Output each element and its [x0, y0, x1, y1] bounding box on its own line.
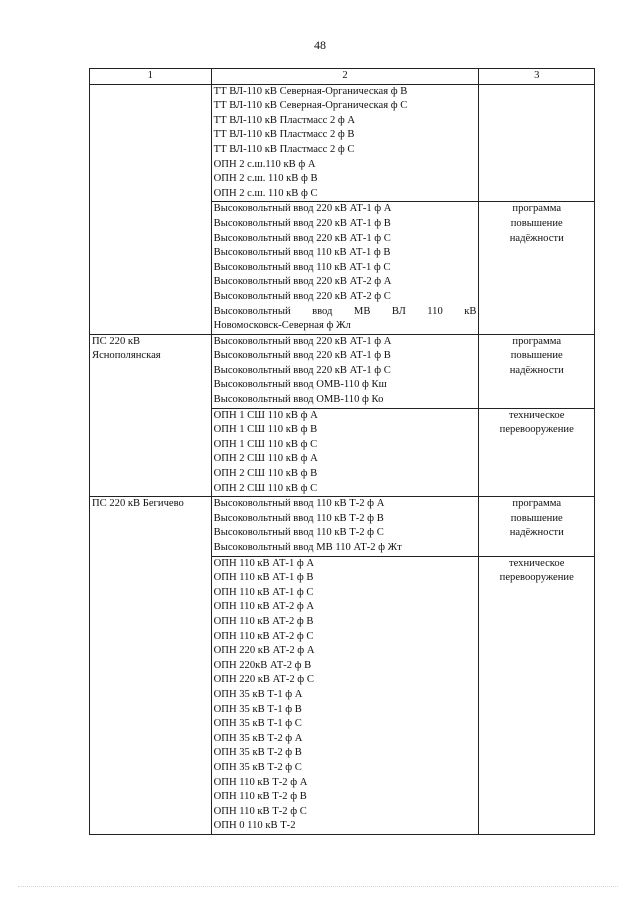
equipment-item: ОПН 1 СШ 110 кВ ф В [213, 424, 318, 436]
program-text: техническое [508, 557, 565, 569]
equipment-item: ТТ ВЛ-110 кВ Северная-Органическая ф С [213, 100, 408, 112]
program-text: перевооружение [499, 424, 574, 436]
equipment-item: ОПН 2 СШ 110 кВ ф В [213, 468, 318, 480]
page-number: 48 [314, 38, 326, 52]
program-text: надёжности [509, 527, 564, 539]
substation-cell [90, 84, 212, 334]
program-cell [479, 556, 595, 834]
equipment-item-justified [214, 305, 477, 320]
equipment-item: ОПН 35 кВ Т-1 ф С [213, 718, 302, 730]
equipment-item: Высоковольтный ввод 220 кВ АТ-2 ф А [213, 276, 392, 288]
equipment-item: Высоковольтный ввод 110 кВ Т-2 ф А [213, 498, 385, 510]
equipment-cell [211, 334, 479, 408]
program-cell [479, 408, 595, 497]
equipment-item: ОПН 110 кВ Т-2 ф В [213, 791, 307, 803]
equipment-item: ОПН 1 СШ 110 кВ ф С [213, 438, 318, 450]
equipment-item: ОПН 110 кВ Т-2 ф С [213, 805, 307, 817]
table-row [90, 84, 595, 202]
equipment-item: Высоковольтный ввод 220 кВ АТ-1 ф А [213, 335, 392, 347]
program-text: повышение [510, 350, 563, 362]
equipment-cell [211, 202, 479, 334]
word: 110 [427, 305, 443, 317]
equipment-item: ОПН 2 с.ш. 110 кВ ф С [213, 187, 318, 199]
word: ввод [312, 305, 333, 317]
equipment-item: ОПН 110 кВ Т-2 ф А [213, 776, 308, 788]
header-cell-2: 2 [211, 69, 479, 85]
table-row [90, 334, 595, 408]
equipment-item: ТТ ВЛ-110 кВ Пластмасс 2 ф А [213, 114, 356, 126]
equipment-item: ТТ ВЛ-110 кВ Пластмасс 2 ф В [213, 129, 355, 141]
program-text: программа [512, 335, 562, 347]
word: ВЛ [391, 305, 406, 317]
equipment-item: Высоковольтный ввод ОМВ-110 ф Кш [213, 379, 387, 391]
equipment-item: Высоковольтный ввод 110 кВ АТ-1 ф В [213, 247, 391, 259]
equipment-cell [211, 556, 479, 834]
equipment-item-continued: Новомосковск-Северная ф Жл [213, 320, 351, 332]
program-cell [479, 334, 595, 408]
program-cell [479, 202, 595, 334]
header-row [90, 69, 595, 85]
substation-cell [90, 497, 212, 835]
program-cell [479, 84, 595, 202]
word: МВ [353, 305, 371, 317]
equipment-item: ОПН 0 110 кВ Т-2 [213, 820, 296, 832]
word: кВ [464, 305, 477, 317]
equipment-cell [211, 497, 479, 556]
program-text: техническое [508, 409, 565, 421]
equipment-item: ОПН 110 кВ АТ-1 ф С [213, 586, 314, 598]
equipment-item: ОПН 1 СШ 110 кВ ф А [213, 409, 318, 421]
substation-cell [90, 334, 212, 497]
substation-name: Яснополянская [92, 350, 161, 362]
program-cell [479, 497, 595, 556]
equipment-item: Высоковольтный ввод ОМВ-110 ф Ко [213, 394, 384, 406]
program-text: программа [512, 203, 562, 215]
equipment-cell [211, 84, 479, 202]
equipment-cell [211, 408, 479, 497]
substation-name: ПС 220 кВ Бегичево [92, 498, 184, 510]
equipment-item: ОПН 35 кВ Т-2 ф С [213, 761, 302, 773]
equipment-item: Высоковольтный ввод 110 кВ Т-2 ф В [213, 512, 384, 524]
equipment-item: ОПН 110 кВ АТ-2 ф А [213, 601, 315, 613]
equipment-item: ОПН 2 с.ш. 110 кВ ф В [213, 173, 318, 185]
equipment-item: ОПН 110 кВ АТ-2 ф В [213, 615, 314, 627]
equipment-item: Высоковольтный ввод 110 кВ АТ-1 ф С [213, 261, 391, 273]
equipment-item: ОПН 220 кВ АТ-2 ф А [213, 645, 315, 657]
equipment-item: Высоковольтный ввод 110 кВ Т-2 ф С [213, 527, 384, 539]
equipment-item: ОПН 110 кВ АТ-2 ф С [213, 630, 314, 642]
program-text: надёжности [509, 232, 564, 244]
program-text: программа [512, 498, 562, 510]
equipment-item: Высоковольтный ввод 220 кВ АТ-1 ф С [213, 232, 391, 244]
equipment-item: Высоковольтный ввод 220 кВ АТ-2 ф С [213, 290, 391, 302]
table-row [90, 497, 595, 556]
equipment-item: ОПН 2 СШ 110 кВ ф С [213, 482, 318, 494]
equipment-item: ОПН 35 кВ Т-2 ф А [213, 732, 303, 744]
equipment-item: ОПН 220 кВ АТ-2 ф С [213, 674, 314, 686]
equipment-item: ОПН 35 кВ Т-1 ф В [213, 703, 302, 715]
equipment-item: Высоковольтный ввод 220 кВ АТ-1 ф А [213, 203, 392, 215]
substation-name: ПС 220 кВ [92, 335, 141, 347]
equipment-item: ОПН 220кВ АТ-2 ф В [213, 659, 312, 671]
equipment-item: Высоковольтный ввод МВ 110 АТ-2 ф Жт [213, 542, 402, 553]
equipment-item: ОПН 110 кВ АТ-1 ф В [213, 572, 314, 584]
program-text: надёжности [509, 364, 564, 376]
program-text: повышение [510, 217, 563, 229]
program-text: повышение [510, 512, 563, 524]
equipment-item: ТТ ВЛ-110 кВ Северная-Органическая ф В [213, 85, 408, 97]
program-text: перевооружение [499, 572, 574, 584]
equipment-item: ОПН 110 кВ АТ-1 ф А [213, 557, 315, 569]
equipment-item: ОПН 35 кВ Т-2 ф В [213, 747, 302, 759]
header-cell-3: 3 [479, 69, 595, 85]
equipment-item: Высоковольтный ввод 220 кВ АТ-1 ф В [213, 350, 391, 362]
equipment-item: ОПН 35 кВ Т-1 ф А [213, 688, 303, 700]
header-cell-1: 1 [90, 69, 212, 85]
word: Высоковольтный [213, 305, 291, 317]
equipment-item: Высоковольтный ввод 220 кВ АТ-1 ф С [213, 364, 391, 376]
equipment-item: ОПН 2 СШ 110 кВ ф А [213, 453, 318, 465]
equipment-item: ТТ ВЛ-110 кВ Пластмасс 2 ф С [213, 143, 355, 155]
equipment-item: Высоковольтный ввод 220 кВ АТ-1 ф В [213, 217, 391, 229]
equipment-table [89, 68, 595, 835]
page-footer-line [18, 886, 618, 888]
equipment-item: ОПН 2 с.ш.110 кВ ф А [213, 158, 316, 170]
